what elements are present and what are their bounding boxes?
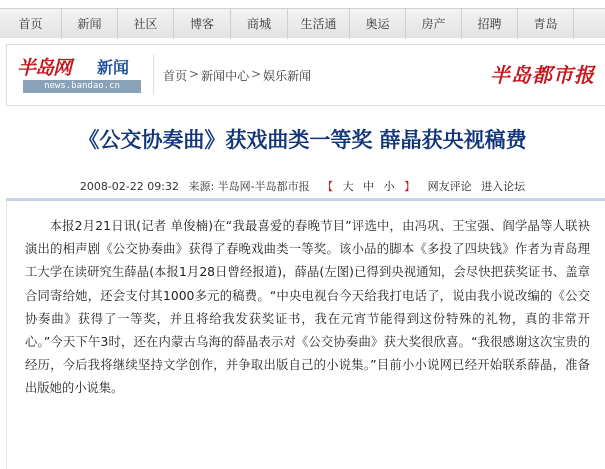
font-size-controls: [319, 180, 422, 193]
logo-domain: news.bandao.cn: [23, 80, 141, 93]
breadcrumb-home[interactable]: 首页: [163, 69, 188, 83]
article-source: 来源: 半岛网-半岛都市报: [188, 180, 310, 193]
breadcrumb: [163, 67, 311, 84]
nav-item-realestate[interactable]: 房产: [406, 9, 462, 39]
nav-item-blog[interactable]: 博客: [174, 9, 231, 39]
logo-brand: 半岛网: [17, 57, 72, 79]
newspaper-logo[interactable]: 半岛都市报: [490, 63, 595, 87]
article-meta: [0, 178, 605, 194]
forum-link[interactable]: 进入论坛: [481, 180, 526, 193]
breadcrumb-news-center[interactable]: 新闻中心: [201, 69, 250, 83]
nav-item-jobs[interactable]: 招聘: [462, 9, 518, 39]
site-logo[interactable]: [17, 53, 147, 97]
article-title: 《公交协奏曲》获戏曲类一等奖 薛晶获央视稿费: [78, 127, 527, 152]
comments-link[interactable]: 网友评论: [427, 180, 472, 193]
nav-item-qingdao[interactable]: 青岛: [518, 9, 574, 39]
logo-news: 新闻: [97, 58, 130, 77]
nav-item-news[interactable]: 新闻: [62, 9, 118, 39]
breadcrumb-separator: >: [251, 67, 262, 81]
top-nav: [0, 0, 605, 38]
top-nav-strip: [0, 8, 605, 38]
font-size-small-button[interactable]: 小: [383, 180, 395, 193]
nav-item-olympics[interactable]: 奥运: [350, 9, 406, 39]
page-header: [6, 44, 605, 106]
header-divider: [153, 55, 154, 95]
nav-item-mall[interactable]: 商城: [231, 9, 288, 39]
nav-item-life[interactable]: 生活通: [288, 9, 350, 39]
font-size-medium-button[interactable]: 中: [363, 180, 375, 193]
nav-item-home[interactable]: 首页: [0, 9, 62, 39]
breadcrumb-entertainment[interactable]: 娱乐新闻: [263, 69, 312, 83]
nav-item-community[interactable]: 社区: [118, 9, 174, 39]
article-date: 2008-02-22 09:32: [79, 180, 179, 193]
font-size-bracket-open: 【: [322, 180, 334, 193]
breadcrumb-separator: >: [189, 67, 200, 81]
font-size-large-button[interactable]: 大: [342, 180, 354, 193]
article-body: 本报2月21日讯(记者 单俊楠)在“我最喜爱的春晚节目”评选中，由冯巩、王宝强、阎学晶等人联袂演出的相声剧《公交协奏曲》获得了春晚戏曲类一等奖。该小品的脚本《多投了四块钱》作者为青岛理工大学在读研究生薛晶(本报1月28日曾经报道)，薛晶(左图)已得到央视通知，会尽快把获奖证书、盖章合同寄给她，还会支付其1000多元的稿费。“中央电视台今天给我打电话了，说由我小说改编的《公交协奏曲》获得了一等奖，并且将给我发获奖证书，我在元宵节能得到这份特殊的礼物，真的非常开心。”今天下午3时，还在内蒙古乌海的薛晶表示对《公交协奏曲》获大奖很欣喜。“我很感谢这次宝贵的经历，今后我将继续坚持文学创作，并争取出版自己的小说集。”目前小小说网已经开始联系薛晶，准备出版她的小说集。: [25, 219, 590, 396]
font-size-bracket-close: 】: [404, 180, 416, 193]
